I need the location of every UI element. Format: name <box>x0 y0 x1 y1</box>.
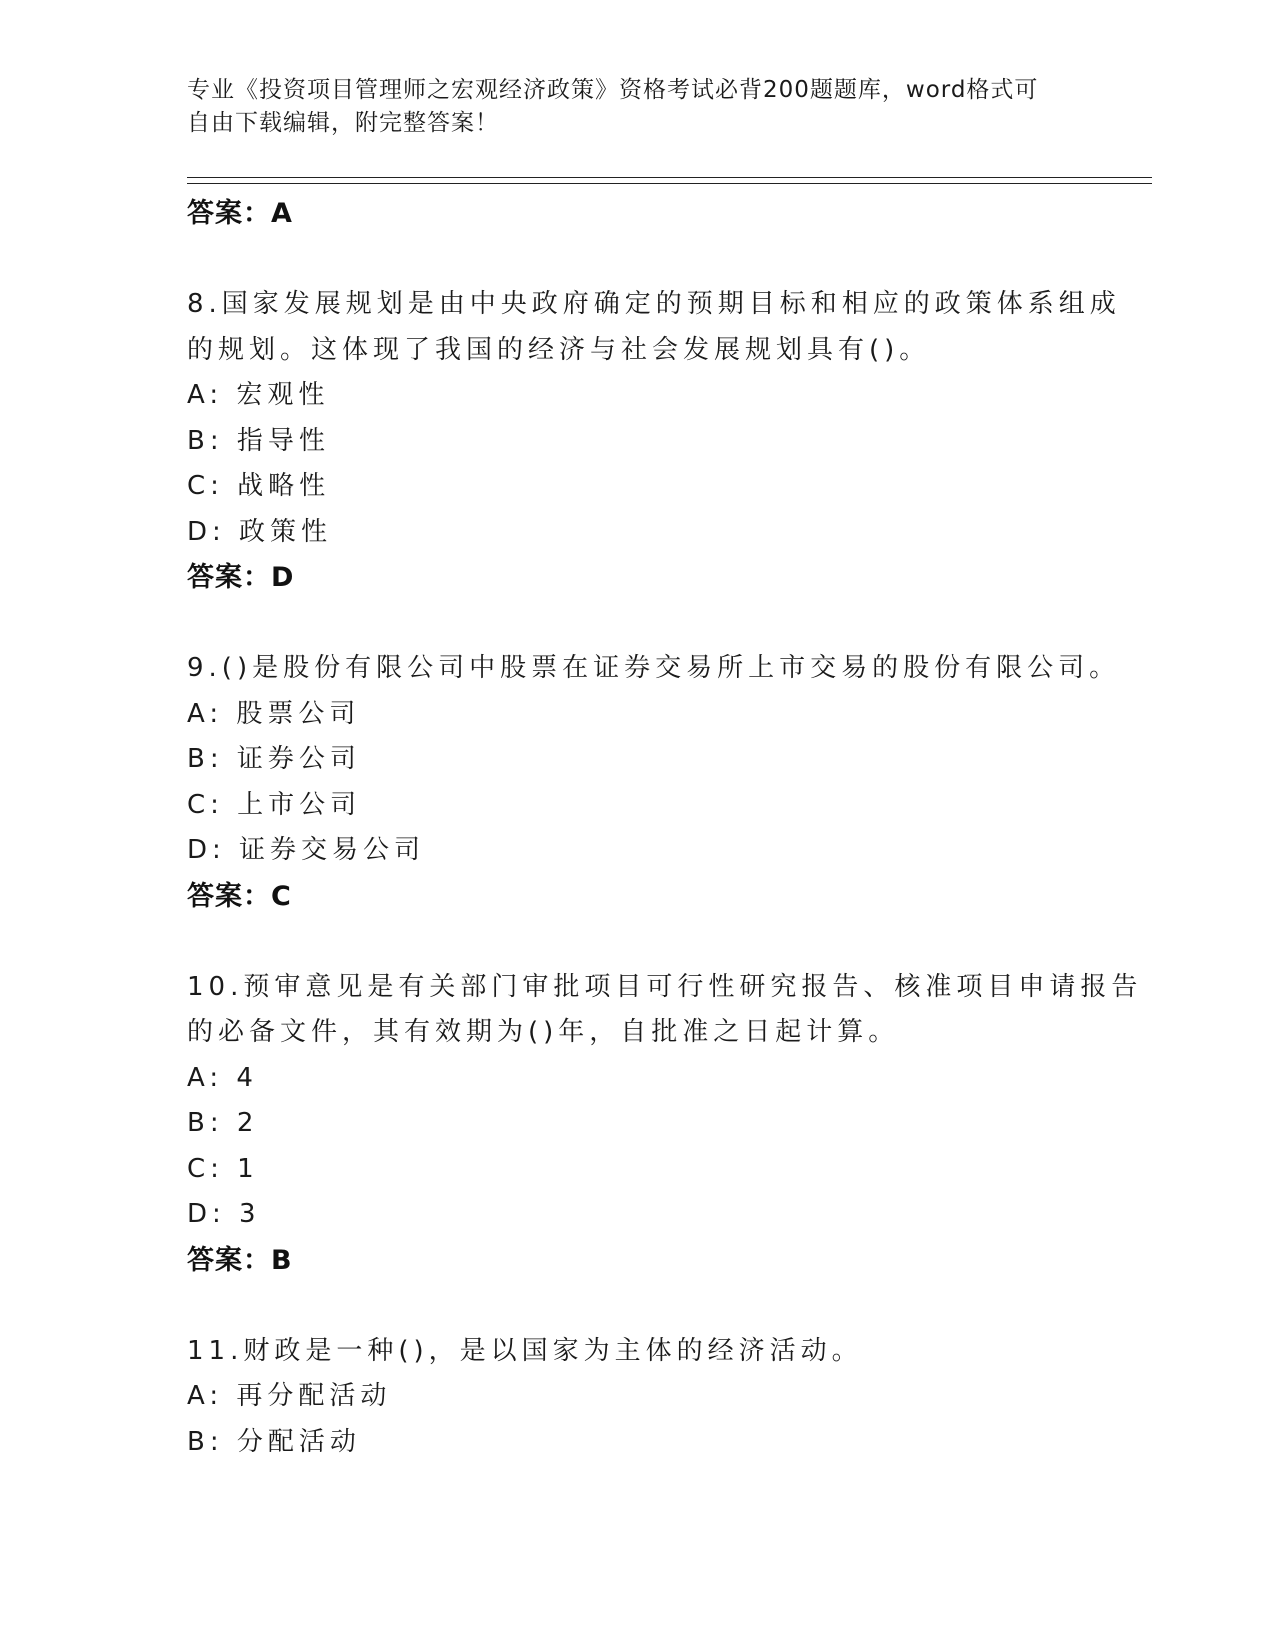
spacer <box>187 919 1087 965</box>
spacer <box>187 237 1087 283</box>
question-11 <box>187 1329 1087 1466</box>
header-title-line-2: 自由下载编辑，附完整答案！ <box>187 110 499 136</box>
question-8 <box>187 282 1121 601</box>
question-stem: 的规划。这体现了我国的经济与社会发展规划具有()。 <box>187 334 931 365</box>
option-c: C: 战略性 <box>187 471 331 501</box>
option-a: A: 宏观性 <box>187 380 330 410</box>
answer-line: 答案：B <box>187 1244 293 1276</box>
option-a: A: 再分配活动 <box>187 1381 392 1411</box>
question-10 <box>187 965 1143 1284</box>
question-stem: 9.()是股份有限公司中股票在证券交易所上市交易的股份有限公司。 <box>187 653 1121 683</box>
option-c: C: 上市公司 <box>187 789 362 820</box>
option-d: D: 证券交易公司 <box>187 835 426 865</box>
option-a: A: 股票公司 <box>187 698 361 729</box>
option-b: B: 指导性 <box>187 425 330 456</box>
header-rule-top <box>187 177 1152 178</box>
option-b: B: 证券公司 <box>187 744 361 774</box>
option-c: C: 1 <box>187 1153 259 1184</box>
question-list <box>187 191 1143 1465</box>
answer-line: 答案：A <box>187 198 293 229</box>
answer-line: 答案：C <box>187 880 292 912</box>
question-9 <box>187 646 1121 919</box>
option-d: D: 政策性 <box>187 516 333 547</box>
option-b: B: 2 <box>187 1108 259 1138</box>
spacer <box>187 1283 1087 1329</box>
option-a: A: 4 <box>187 1062 258 1093</box>
question-stem: 的必备文件，其有效期为()年，自批准之日起计算。 <box>187 1017 900 1047</box>
header-title-line-1: 专业《投资项目管理师之宏观经济政策》资格考试必背200题题库，word格式可 <box>187 77 1039 103</box>
header-rule-bottom <box>187 183 1152 184</box>
document-header <box>187 74 1067 140</box>
question-stem: 10.预审意见是有关部门审批项目可行性研究报告、核准项目申请报告 <box>187 971 1143 1002</box>
question-stem: 8.国家发展规划是由中央政府确定的预期目标和相应的政策体系组成 <box>187 289 1121 319</box>
answer-line: 答案：D <box>187 562 295 593</box>
option-d: D: 3 <box>187 1199 261 1229</box>
question-stem: 11.财政是一种()，是以国家为主体的经济活动。 <box>187 1335 863 1366</box>
spacer <box>187 601 1087 647</box>
option-b: B: 分配活动 <box>187 1426 361 1457</box>
